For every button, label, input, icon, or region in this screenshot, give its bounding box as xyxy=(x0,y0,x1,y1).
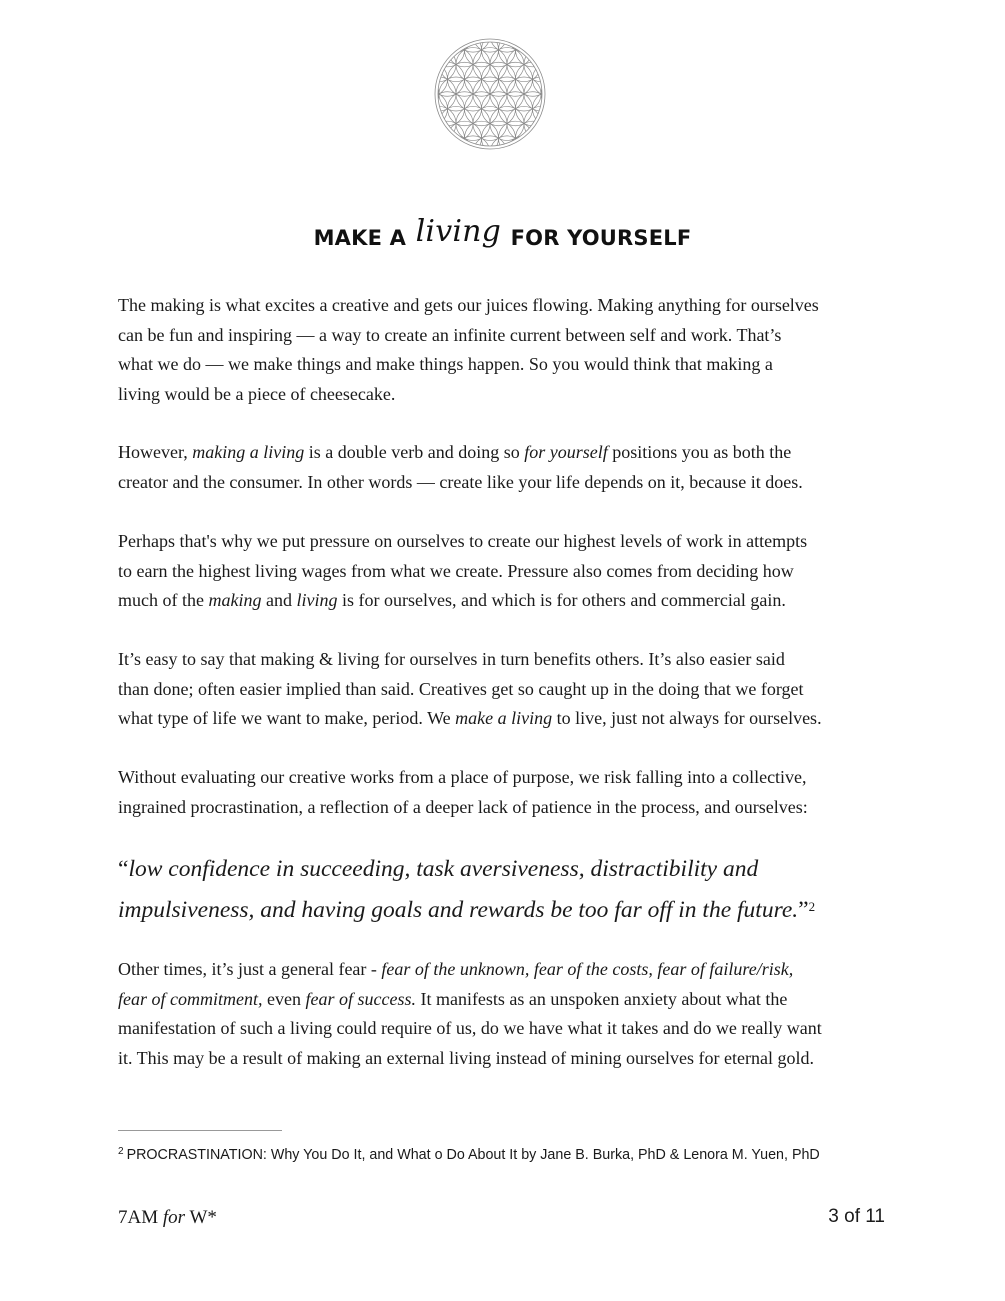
text-run: ingrained procrastination, a reflection of a deeper lack of patience in the process, and ourselves: xyxy=(118,796,808,817)
text-line xyxy=(118,793,808,823)
flower-petal-circle xyxy=(420,92,448,126)
flower-petal-circle xyxy=(516,33,550,67)
paragraph xyxy=(118,527,807,616)
flower-petal-circle xyxy=(420,62,448,96)
title-after: FOR YOURSELF xyxy=(510,226,692,250)
text-run: Without evaluating our creative works from a place of purpose, we risk falling into a collective, xyxy=(118,767,807,787)
text-line xyxy=(118,468,803,498)
text-line xyxy=(118,291,819,321)
text-run: creator and the consumer. In other words — create like your life depends on it, because it does. xyxy=(118,471,803,492)
text-line xyxy=(118,888,815,929)
text-run: what type of life we want to make, period. We xyxy=(118,708,456,728)
text-line xyxy=(118,645,822,675)
flower-petal-circle xyxy=(507,136,541,164)
text-line xyxy=(118,557,807,587)
paragraph xyxy=(118,645,822,734)
text-run: It’s easy to say that making & living for ourselves in turn benefits others. It’s also easier said xyxy=(118,649,785,669)
text-line xyxy=(118,527,807,557)
flower-petal-circle xyxy=(524,48,558,82)
text-run: even xyxy=(262,988,306,1009)
text-line xyxy=(118,851,815,888)
paragraph xyxy=(118,291,819,409)
italic-text: fear of success. xyxy=(305,988,416,1009)
footer-brand-part: 7AM xyxy=(118,1207,163,1228)
flower-petal-circle xyxy=(422,106,456,140)
footnote-divider xyxy=(118,1130,282,1131)
block-quote xyxy=(118,851,815,929)
flower-petal-circle xyxy=(533,92,561,126)
footer-brand-italic: for xyxy=(162,1207,186,1228)
footnote-reference: 2 xyxy=(808,899,816,914)
italic-text: make a living xyxy=(455,708,553,728)
text-run: and xyxy=(261,590,297,610)
italic-text: fear of commitment, xyxy=(118,988,263,1009)
text-line xyxy=(118,1014,822,1044)
footnote xyxy=(118,1146,820,1163)
text-run: much of the xyxy=(118,590,209,610)
text-line xyxy=(118,985,822,1015)
flower-petal-circle xyxy=(507,24,541,52)
footer-brand-part: W* xyxy=(185,1207,217,1228)
text-run: it. This may be a result of making an external living instead of mining ourselves for eternal gold. xyxy=(118,1047,814,1068)
footer-brand xyxy=(118,1207,217,1229)
paragraph xyxy=(118,763,808,822)
flower-petal-circle xyxy=(431,33,465,67)
italic-text: for yourself xyxy=(524,442,608,462)
text-run: Perhaps that's why we put pressure on ourselves to create our highest levels of work in attempts xyxy=(118,531,808,551)
text-run: can be fun and inspiring — a way to create an infinite current between self and work. That’s xyxy=(118,324,782,345)
page-number: 3 of 11 xyxy=(828,1206,885,1227)
paragraph xyxy=(118,438,803,497)
flower-petal-circle xyxy=(524,106,558,140)
title-script-word: living xyxy=(415,214,502,249)
italic-text: making xyxy=(208,590,262,610)
text-run: is a double verb and doing so xyxy=(304,442,525,462)
footnote-number: 2 xyxy=(118,1146,124,1157)
flower-of-life-logo xyxy=(420,24,560,164)
flower-petal-circle xyxy=(439,136,473,164)
text-line xyxy=(118,704,822,734)
text-line xyxy=(118,955,822,985)
italic-text: low confidence in succeeding, task aversiveness, distractibility and xyxy=(128,856,759,882)
text-run: The making is what excites a creative and gets our juices flowing. Making anything for ourselves xyxy=(118,295,819,315)
text-run: ” xyxy=(798,897,809,923)
text-run: is for ourselves, and which is for others and commercial gain. xyxy=(337,590,786,610)
flower-petal-circle xyxy=(533,62,561,96)
italic-text: fear of the unknown, fear of the costs, fear of failure/risk, xyxy=(381,959,794,979)
text-run: to earn the highest living wages from what we create. Pressure also comes from deciding how xyxy=(118,560,794,581)
text-run: “ xyxy=(118,856,129,882)
flower-petal-circle xyxy=(439,24,473,52)
flower-petal-circle xyxy=(431,121,465,155)
text-line xyxy=(118,380,819,410)
page-title xyxy=(0,214,1005,253)
flower-petal-circle xyxy=(422,48,456,82)
italic-text: living xyxy=(296,590,338,610)
text-line xyxy=(118,321,819,351)
text-run: However, xyxy=(118,442,193,462)
text-run: what we do — we make things and make things happen. So you would think that making a xyxy=(118,354,773,374)
text-run: to live, just not always for ourselves. xyxy=(552,708,822,728)
text-line xyxy=(118,350,819,380)
title-before: MAKE A xyxy=(313,226,407,250)
text-run: manifestation of such a living could require of us, do we have what it takes and do we really want xyxy=(118,1018,822,1038)
text-run: It manifests as an unspoken anxiety about what the xyxy=(415,988,788,1009)
text-line xyxy=(118,438,803,468)
text-line xyxy=(118,1044,822,1074)
italic-text: impulsiveness, and having goals and rewards be too far off in the future. xyxy=(118,897,799,923)
text-run: living would be a piece of cheesecake. xyxy=(118,383,396,404)
text-run: positions you as both the xyxy=(607,442,792,462)
text-run: than done; often easier implied than said. Creatives get so caught up in the doing that we forget xyxy=(118,678,804,699)
text-line xyxy=(118,586,807,616)
text-line xyxy=(118,763,808,793)
footnote-text: PROCRASTINATION: Why You Do It, and What o Do About It by Jane B. Burka, PhD & Lenora M. Yuen, PhD xyxy=(126,1147,820,1163)
text-run: Other times, it’s just a general fear - xyxy=(118,959,382,979)
italic-text: making a living xyxy=(192,442,305,462)
text-line xyxy=(118,675,822,705)
paragraph xyxy=(118,955,822,1073)
flower-petal-circle xyxy=(516,121,550,155)
